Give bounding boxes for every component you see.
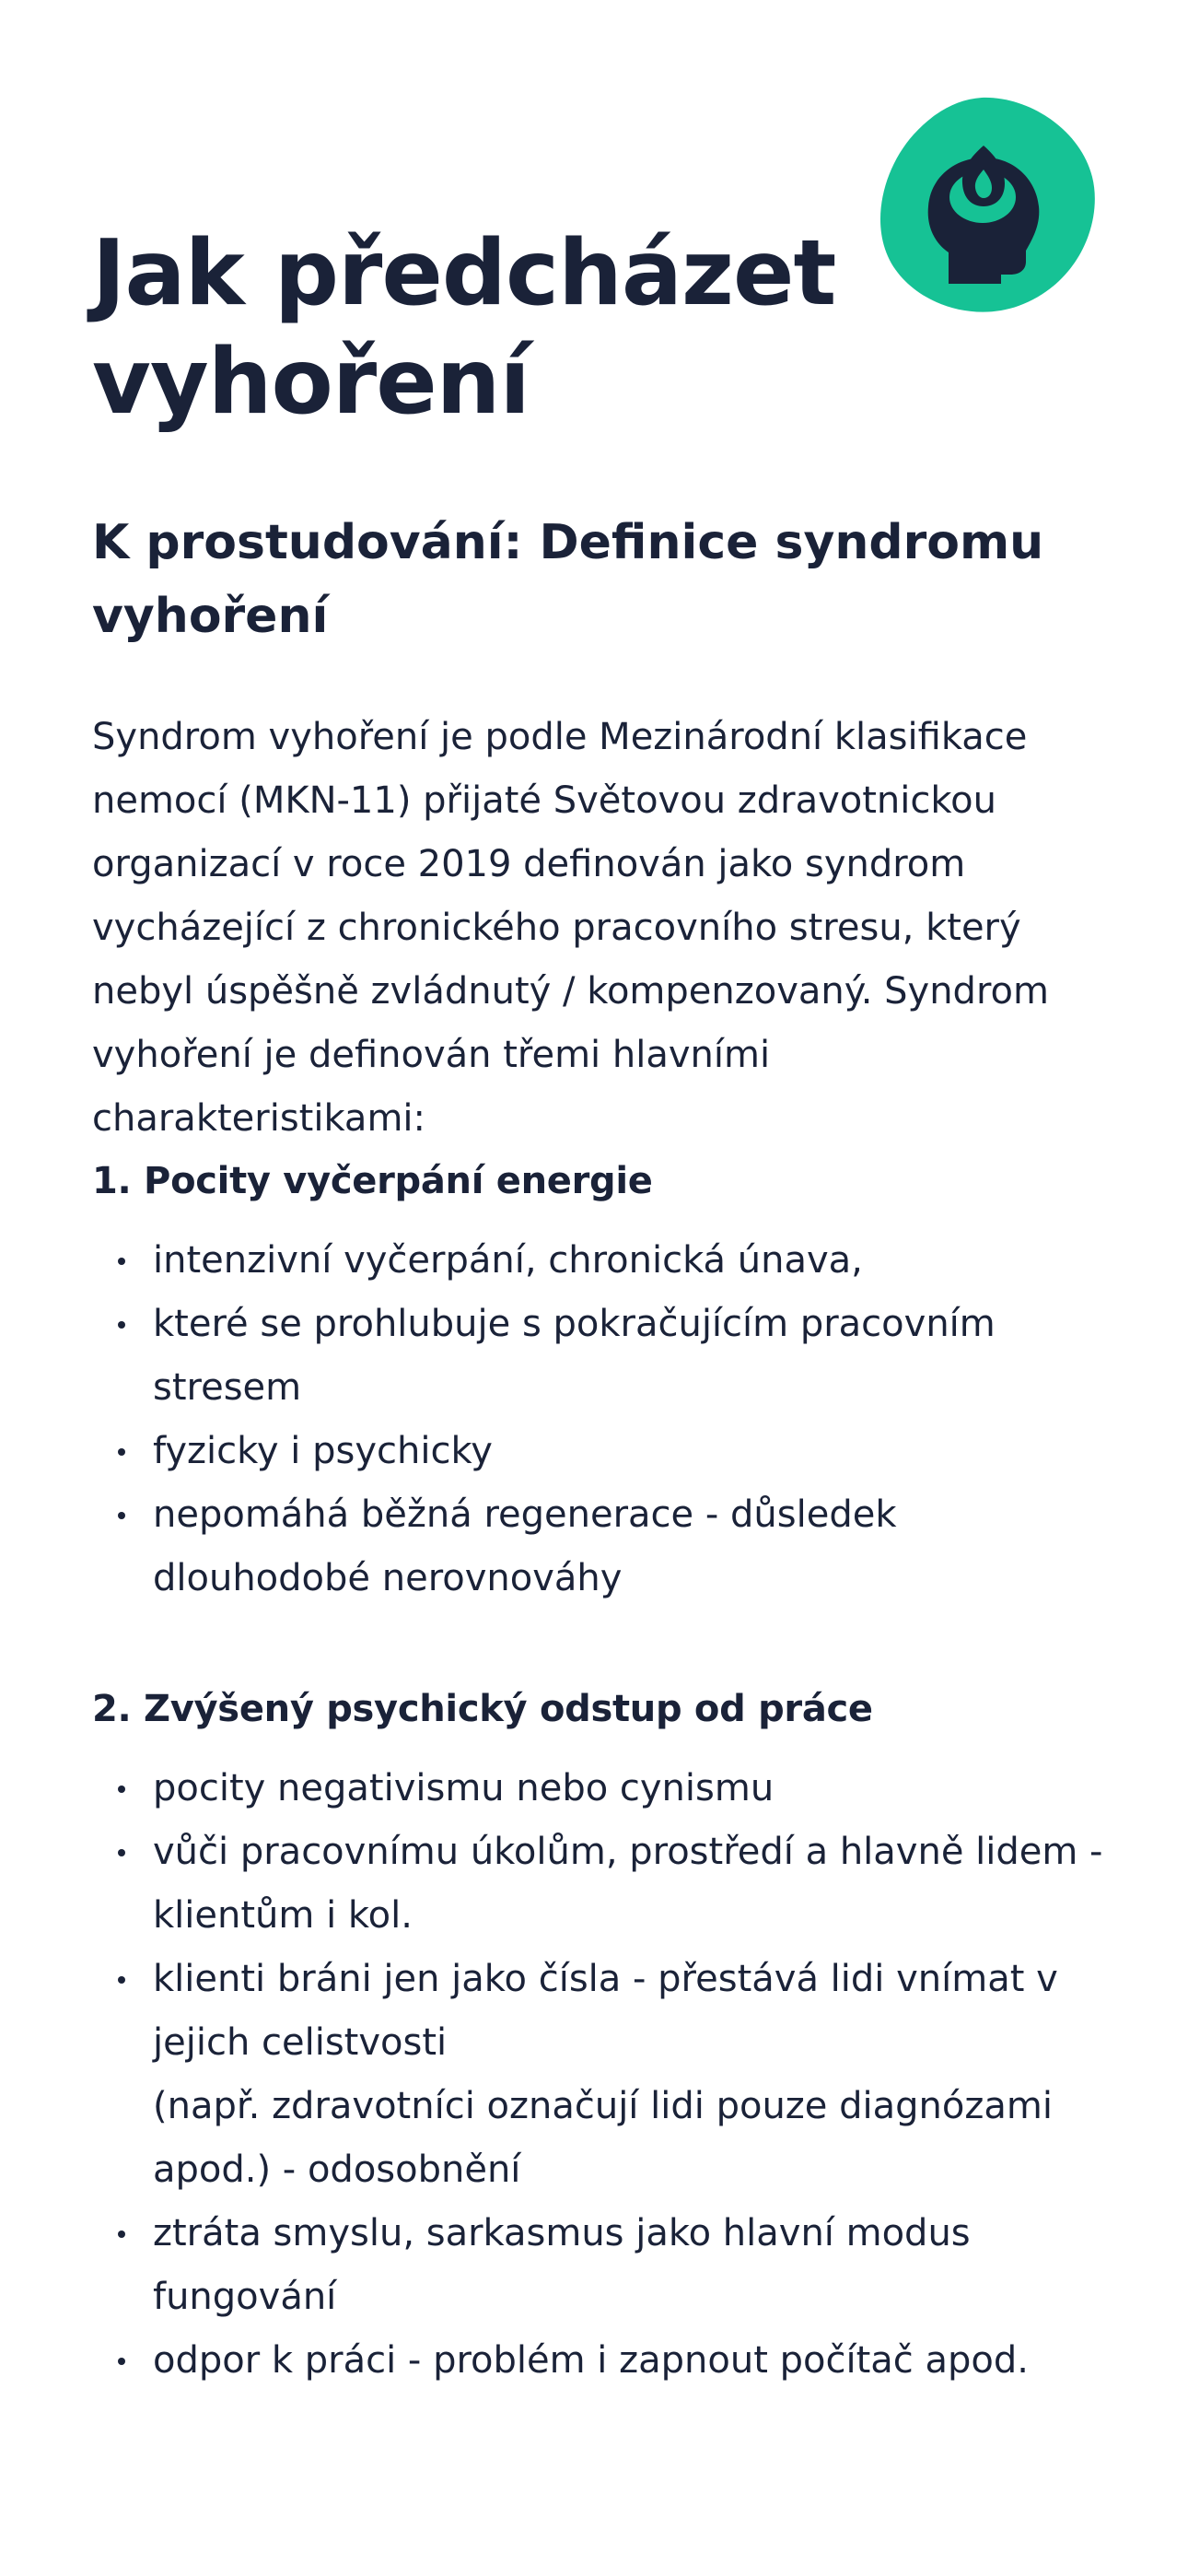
bullet-dot	[118, 2231, 125, 2238]
bullet-dot	[118, 1786, 125, 1793]
section-heading: K prostudování: Definice syndromu vyhoření	[92, 515, 1044, 644]
bullet-dot	[118, 1258, 125, 1265]
burnout-head-flame-icon	[871, 88, 1101, 319]
list-item-text: ztráta smyslu, sarkasmus jako hlavní modus fungování	[153, 2212, 971, 2318]
bullet-dot	[118, 1321, 125, 1329]
bullet-list	[92, 1757, 1114, 2393]
list-item	[92, 1948, 1114, 2202]
list-item	[92, 2329, 1114, 2393]
list-item-text: fyzicky i psychicky	[153, 1430, 493, 1472]
bullet-dot	[118, 1512, 125, 1519]
list-item-text: intenzivní vyčerpání, chronická únava,	[153, 1239, 863, 1282]
intro-paragraph: Syndrom vyhoření je podle Mezinárodní klasifikace nemocí (MKN-11) přijaté Světovou zdravotnickou organizací v roce 2019 definován jako syndrom vycházející z chronického pracovního stresu, který nebyl úspěšně zvládnutý / kompenzovaný. Syndrom vyhoření je definován třemi hlavními charakteristikami:	[92, 716, 1049, 1140]
section-energy-exhaustion	[92, 1153, 1114, 1610]
list-item-text: (např. zdravotníci označují lidi pouze diagnózami apod.) - odosobnění	[153, 2085, 1053, 2191]
list-item-text: vůči pracovnímu úkolům, prostředí a hlavně lidem - klientům i kol.	[153, 1831, 1103, 1937]
page-title: Jak předcházet vyhoření	[92, 221, 836, 435]
list-item-text: nepomáhá běžná regenerace - důsledek dlouhodobé nerovnováhy	[153, 1493, 897, 1599]
list-item	[92, 1821, 1114, 1948]
list-item	[92, 1757, 1114, 1821]
list-item-text: které se prohlubuje s pokračujícím pracovním stresem	[153, 1303, 996, 1409]
list-item	[92, 1229, 1114, 1293]
list-item-text: klienti bráni jen jako čísla - přestává lidi vnímat v jejich celistvosti	[153, 1958, 1058, 2064]
list-item-text: pocity negativismu nebo cynismu	[153, 1767, 775, 1809]
bullet-dot	[118, 1448, 125, 1456]
badge	[871, 88, 1101, 319]
list-item	[92, 1420, 1114, 1483]
list-item	[92, 1483, 1114, 1610]
list-item	[92, 1293, 1114, 1420]
bullet-dot	[118, 1976, 125, 1984]
bullet-dot	[118, 1849, 125, 1856]
list-item-text: odpor k práci - problém i zapnout počítač apod.	[153, 2339, 1029, 2382]
section-psychological-distance	[92, 1681, 1114, 2393]
bullet-list	[92, 1229, 1114, 1610]
section-title: 2. Zvýšený psychický odstup od práce	[92, 1688, 873, 1730]
bullet-dot	[118, 2358, 125, 2365]
list-item	[92, 2202, 1114, 2329]
section-title: 1. Pocity vyčerpání energie	[92, 1160, 653, 1202]
